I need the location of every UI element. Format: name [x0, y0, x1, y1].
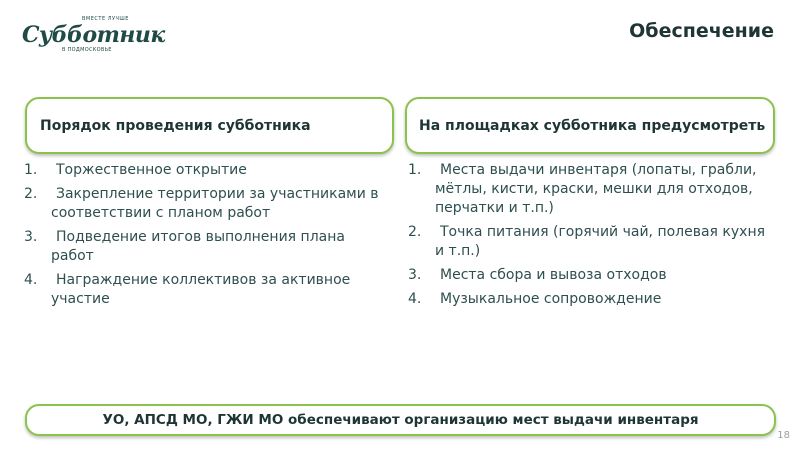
list-item: [408, 290, 773, 309]
list-item-text: Подведение итогов выполнения плана работ: [51, 229, 345, 264]
logo-top-text: ВМЕСТЕ ЛУЧШЕ: [82, 16, 129, 22]
list-item-number: 3.: [408, 267, 422, 283]
list-item: [24, 161, 384, 180]
list-item: [408, 161, 773, 218]
list-item-text: Точка питания (горячий чай, полевая кухня и т.п.): [435, 224, 766, 259]
right-panel-list: [408, 161, 773, 314]
left-panel-heading-box: [25, 97, 394, 154]
list-item-text: Закрепление территории за участниками в соответствии с планом работ: [51, 186, 379, 221]
left-panel-list: [24, 161, 384, 314]
list-item-text: Музыкальное сопровождение: [440, 291, 662, 307]
logo-main-text: Субботник: [22, 22, 165, 48]
list-item-number: 2.: [24, 186, 38, 202]
list-item: [408, 266, 773, 285]
list-item-text: Места сбора и вывоза отходов: [440, 267, 667, 283]
footer-note-box: [25, 404, 776, 436]
footer-note: УО, АПСД МО, ГЖИ МО обеспечивают организацию мест выдачи инвентаря: [102, 412, 699, 428]
right-panel-heading-box: [405, 97, 775, 154]
page-number: 18: [777, 430, 790, 441]
list-item: [408, 223, 773, 261]
logo-bottom-text: В ПОДМОСКОВЬЕ: [62, 47, 112, 53]
list-item-number: 1.: [24, 162, 38, 178]
list-item-number: 4.: [24, 272, 38, 288]
list-item-text: Награждение коллективов за активное участие: [51, 272, 351, 307]
logo: [22, 16, 165, 56]
slide-title: Обеспечение: [629, 20, 774, 42]
list-item-text: Торжественное открытие: [56, 162, 247, 178]
right-panel-heading: На площадках субботника предусмотреть: [419, 117, 766, 134]
list-item-number: 3.: [24, 229, 38, 245]
list-item-number: 2.: [408, 224, 422, 240]
list-item: [24, 185, 384, 223]
list-item: [24, 228, 384, 266]
list-item-text: Места выдачи инвентаря (лопаты, грабли, мётлы, кисти, краски, мешки для отходов, перчатки и т.п.): [435, 162, 757, 216]
list-item-number: 4.: [408, 291, 422, 307]
list-item-number: 1.: [408, 162, 422, 178]
left-panel-heading: Порядок проведения субботника: [40, 117, 311, 134]
list-item: [24, 271, 384, 309]
